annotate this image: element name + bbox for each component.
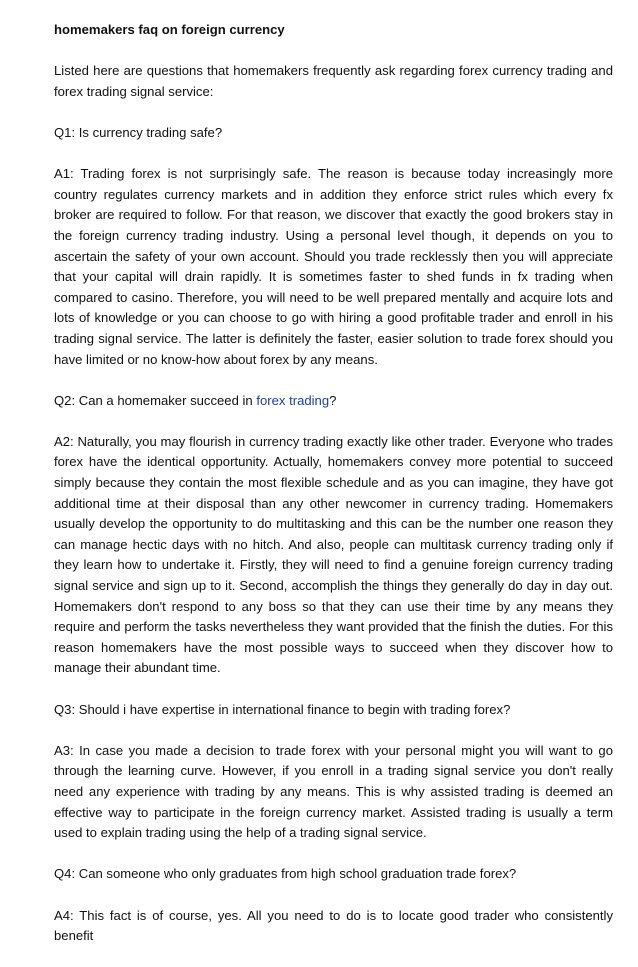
document-title: homemakers faq on foreign currency [54,22,285,37]
answer-1: A1: Trading forex is not surprisingly safe. The reason is because today increasingly more country regulates currency markets and in addition they enforce strict rules which every fx broker are required to follow. For that reason, we discover that exactly the good brokers stay in the foreign currency trading industry. Using a personal level though, it depends on you to ascertain the safety of your own account. Should you trade recklessly then you will appreciate that your capital will drain rapidly. It is sometimes faster to shed funds in fx trading when compared to casino. Therefore, you will need to be well prepared mentally and acquire lots and lots of knowledge or you can choose to go with hiring a good profitable trader and enroll in his trading signal service. The latter is definitely the faster, easier solution to trade forex should you have limited or no know-how about forex by any means. [54,166,613,367]
question-1: Q1: Is currency trading safe? [54,124,223,140]
document-page [54,20,613,967]
answer-4: A4: This fact is of course, yes. All you need to do is to locate good trader who consistently benefit [54,907,613,944]
question-3: Q3: Should i have expertise in international finance to begin with trading forex? [54,701,511,717]
question-2-prefix: Q2: Can a homemaker succeed in [54,392,257,408]
answer-2: A2: Naturally, you may flourish in currency trading exactly like other trader. Everyone who trades forex have the identical opportunity. Actually, homemakers convey more potential to succeed simply because they contain the most flexible schedule and as you can imagine, they have got additional time at their disposal than any other newcomer in currency trading. Homemakers usually develop the opportunity to do multitasking and this can be the number one reason they can manage hectic days with no hitch. And also, people can multitask currency trading only if they learn how to undertake it. Firstly, they will need to find a genuine foreign currency trading signal service and sign up to it. Second, accomplish the things they generally do day in day out. Homemakers don't respond to any boss so that they can use their time by any means they require and perform the tasks nevertheless they want provided that the finish the duties. For this reason homemakers have the most possible ways to succeed when they discover how to manage their abundant time. [54,433,613,676]
question-2 [54,391,613,412]
question-4: Q4: Can someone who only graduates from high school graduation trade forex? [54,866,517,882]
forex-trading-link[interactable]: forex trading [256,392,330,408]
answer-3: A3: In case you made a decision to trade forex with your personal might you will want to go through the learning curve. However, if you enroll in a trading signal service you don't really need any experience with trading by any means. This is why assisted trading is deemed an effective way to participate in the foreign currency market. Assisted trading is usually a term used to explain trading using the help of a trading signal service. [54,742,613,841]
intro-paragraph: Listed here are questions that homemakers frequently ask regarding forex currency trading and forex trading signal service: [54,63,613,99]
question-2-suffix: ? [329,392,337,408]
